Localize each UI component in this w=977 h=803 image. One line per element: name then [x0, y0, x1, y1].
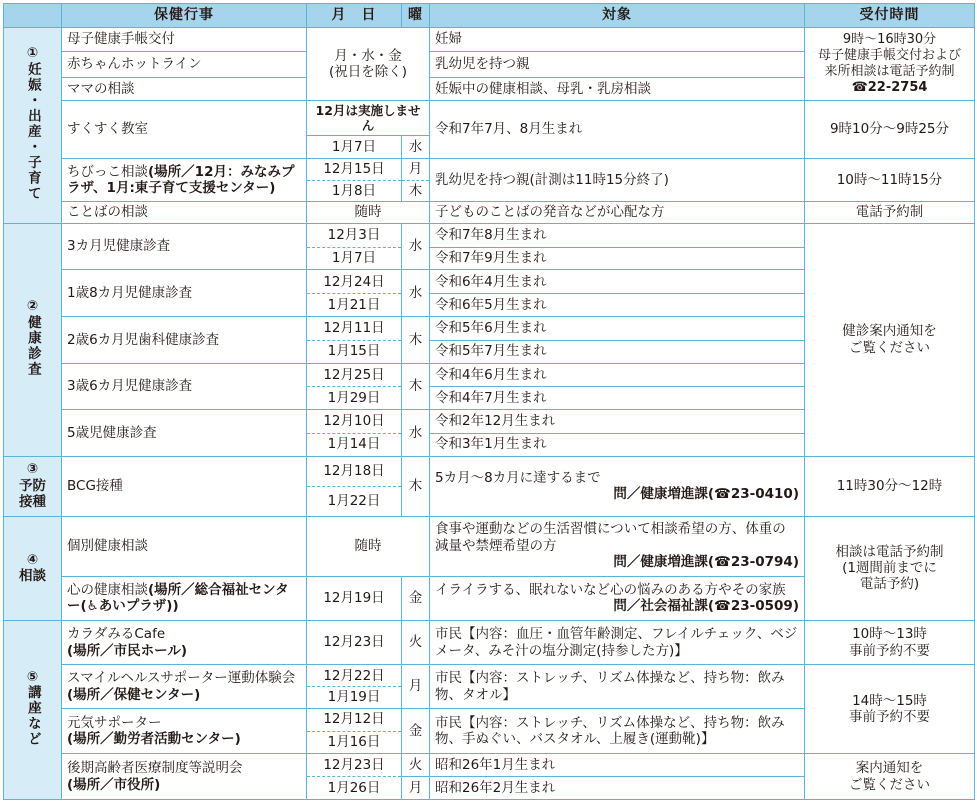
event-mama-soudan: ママの相談 [62, 77, 307, 101]
target-p4-1: 昭和26年1月生まれ [430, 754, 805, 777]
date-p1: 12月23日 [307, 620, 402, 664]
dow-r5-1: 月 [402, 158, 430, 180]
event-k1: 3カ月児健康診査 [62, 223, 307, 270]
event-kobetsu: 個別健康相談 [62, 516, 307, 576]
target-k3-1: 令和5年6月生まれ [430, 316, 805, 340]
time-soudan: 相談は電話予約制 (1週間前までに 電話予約) [805, 516, 975, 620]
event-kouki: 後期高齢者医療制度等説明会 (場所／市役所) [62, 754, 307, 800]
dow-k5: 水 [402, 410, 430, 457]
dow-s2: 金 [402, 576, 430, 620]
header-row [4, 4, 975, 28]
date-k4-2: 1月29日 [307, 387, 402, 410]
date-r123: 月・水・金 (祝日を除く) [307, 28, 430, 101]
target-bcg: 5カ月～8カ月に達するまで 問／健康増進課(☎23-0410) [430, 456, 805, 516]
date-p3-1: 12月12日 [307, 708, 402, 731]
event-baby-hotline: 赤ちゃんホットライン [62, 51, 307, 77]
event-k3: 2歳6カ月児歯科健康診査 [62, 316, 307, 363]
target-k3-2: 令和5年7月生まれ [430, 340, 805, 363]
target-s1: 食事や運動などの生活習慣について相談希望の方、体重の減量や禁煙希望の方 問／健康増進課(☎23-0794) [430, 516, 805, 576]
target-p2: 市民【内容：ストレッチ、リズム体操など、持ち物：飲み物、タオル】 [430, 665, 805, 708]
header-date: 月 日 [307, 4, 402, 28]
date-r4: 1月7日 [307, 136, 402, 159]
target-r3: 妊娠中の健康相談、母乳・乳房相談 [430, 77, 805, 101]
target-p3: 市民【内容：ストレッチ、リズム体操など、持ち物：飲み物、手ぬぐい、バスタオル、上履き(運動靴)】 [430, 708, 805, 754]
target-k1-1: 令和7年8月生まれ [430, 223, 805, 247]
dow-p4-1: 火 [402, 754, 430, 777]
health-events-table [3, 3, 975, 800]
target-r6: 子どものことばの発音などが心配な方 [430, 202, 805, 224]
target-k4-2: 令和4年7月生まれ [430, 387, 805, 410]
date-p2-2: 1月19日 [307, 687, 402, 709]
event-k4: 3歳6カ月児健康診査 [62, 363, 307, 410]
time-r4: 9時10分～9時25分 [805, 101, 975, 158]
date-p4-1: 12月23日 [307, 754, 402, 777]
target-k5-2: 令和3年1月生まれ [430, 433, 805, 456]
header-time: 受付時間 [805, 4, 975, 28]
event-kotoba: ことばの相談 [62, 202, 307, 224]
header-blank [4, 4, 62, 28]
target-r2: 乳幼児を持つ親 [430, 51, 805, 77]
date-p3-2: 1月16日 [307, 731, 402, 754]
note-r4: 12月は実施しません [307, 101, 430, 136]
event-bcg: BCG接種 [62, 456, 307, 516]
date-k2-1: 12月24日 [307, 270, 402, 294]
date-p2-1: 12月22日 [307, 665, 402, 687]
time-r5: 10時～11時15分 [805, 158, 975, 201]
date-k4-1: 12月25日 [307, 363, 402, 387]
date-k5-2: 1月14日 [307, 433, 402, 456]
event-kokoro: 心の健康相談(場所／総合福祉センター(♿あいプラザ)) [62, 576, 307, 620]
event-genki: 元気サポーター (場所／勤労者活動センター) [62, 708, 307, 754]
dow-r5-2: 木 [402, 180, 430, 202]
date-r6: 随時 [307, 202, 430, 224]
dow-k3: 木 [402, 316, 430, 363]
category-kenshin: ② 健康診査 [4, 223, 62, 456]
time-p4: 案内通知を ご覧ください [805, 754, 975, 800]
target-r1: 妊婦 [430, 28, 805, 52]
time-bcg: 11時30分～12時 [805, 456, 975, 516]
event-chibikko: ちびっこ相談(場所／12月：みなみプラザ、1月:東子育て支援センター) [62, 158, 307, 201]
target-r5: 乳幼児を持つ親(計測は11時15分終了) [430, 158, 805, 201]
target-p4-2: 昭和26年2月生まれ [430, 777, 805, 800]
date-k2-2: 1月21日 [307, 294, 402, 317]
dow-p3: 金 [402, 708, 430, 754]
dow-r4: 水 [402, 136, 430, 159]
date-k1-1: 12月3日 [307, 223, 402, 247]
event-sukusuku: すくすく教室 [62, 101, 307, 158]
date-k3-1: 12月11日 [307, 316, 402, 340]
event-karada-cafe: カラダみるCafe (場所／市民ホール) [62, 620, 307, 664]
category-yobou: ③ 予防 接種 [4, 456, 62, 516]
target-k5-1: 令和2年12月生まれ [430, 410, 805, 434]
time-r123: 9時～16時30分 母子健康手帳交付および 来所相談は電話予約制 ☎22-2754 [805, 28, 975, 101]
date-k5-1: 12月10日 [307, 410, 402, 434]
header-dow: 曜 [402, 4, 430, 28]
dow-p2: 月 [402, 665, 430, 708]
category-kouza: ⑤ 講座など [4, 620, 62, 799]
event-boshi-techo: 母子健康手帳交付 [62, 28, 307, 52]
date-k3-2: 1月15日 [307, 340, 402, 363]
header-target: 対象 [430, 4, 805, 28]
event-k2: 1歳8カ月児健康診査 [62, 270, 307, 317]
target-k4-1: 令和4年6月生まれ [430, 363, 805, 387]
category-pregnancy: ① 妊娠・出産・子育て [4, 28, 62, 224]
date-bcg-1: 12月18日 [307, 456, 402, 486]
dow-k4: 木 [402, 363, 430, 410]
time-kenshin: 健診案内通知を ご覧ください [805, 223, 975, 456]
target-k2-1: 令和6年4月生まれ [430, 270, 805, 294]
target-k2-2: 令和6年5月生まれ [430, 294, 805, 317]
target-k1-2: 令和7年9月生まれ [430, 247, 805, 270]
target-r4: 令和7年7月、8月生まれ [430, 101, 805, 158]
date-s2: 12月19日 [307, 576, 402, 620]
dow-p4-2: 月 [402, 777, 430, 800]
date-k1-2: 1月7日 [307, 247, 402, 270]
date-p4-2: 1月26日 [307, 777, 402, 800]
dow-p1: 火 [402, 620, 430, 664]
date-s1: 随時 [307, 516, 430, 576]
event-smile-health: スマイルヘルスサポーター運動体験会(場所／保健センター) [62, 665, 307, 708]
date-r5-1: 12月15日 [307, 158, 402, 180]
time-p1: 10時～13時 事前予約不要 [805, 620, 975, 664]
time-r6: 電話予約制 [805, 202, 975, 224]
event-k5: 5歳児健康診査 [62, 410, 307, 457]
dow-bcg: 木 [402, 456, 430, 516]
target-s2: イライラする、眠れないなど心の悩みのある方やその家族 問／社会福祉課(☎23-0509) [430, 576, 805, 620]
header-event: 保健行事 [62, 4, 307, 28]
date-bcg-2: 1月22日 [307, 486, 402, 516]
date-r5-2: 1月8日 [307, 180, 402, 202]
time-p23: 14時～15時 事前予約不要 [805, 665, 975, 754]
dow-k2: 水 [402, 270, 430, 317]
category-soudan: ④ 相談 [4, 516, 62, 620]
dow-k1: 水 [402, 223, 430, 270]
target-p1: 市民【内容：血圧・血管年齢測定、フレイルチェック、ベジメータ、みそ汁の塩分測定(持参した方)】 [430, 620, 805, 664]
